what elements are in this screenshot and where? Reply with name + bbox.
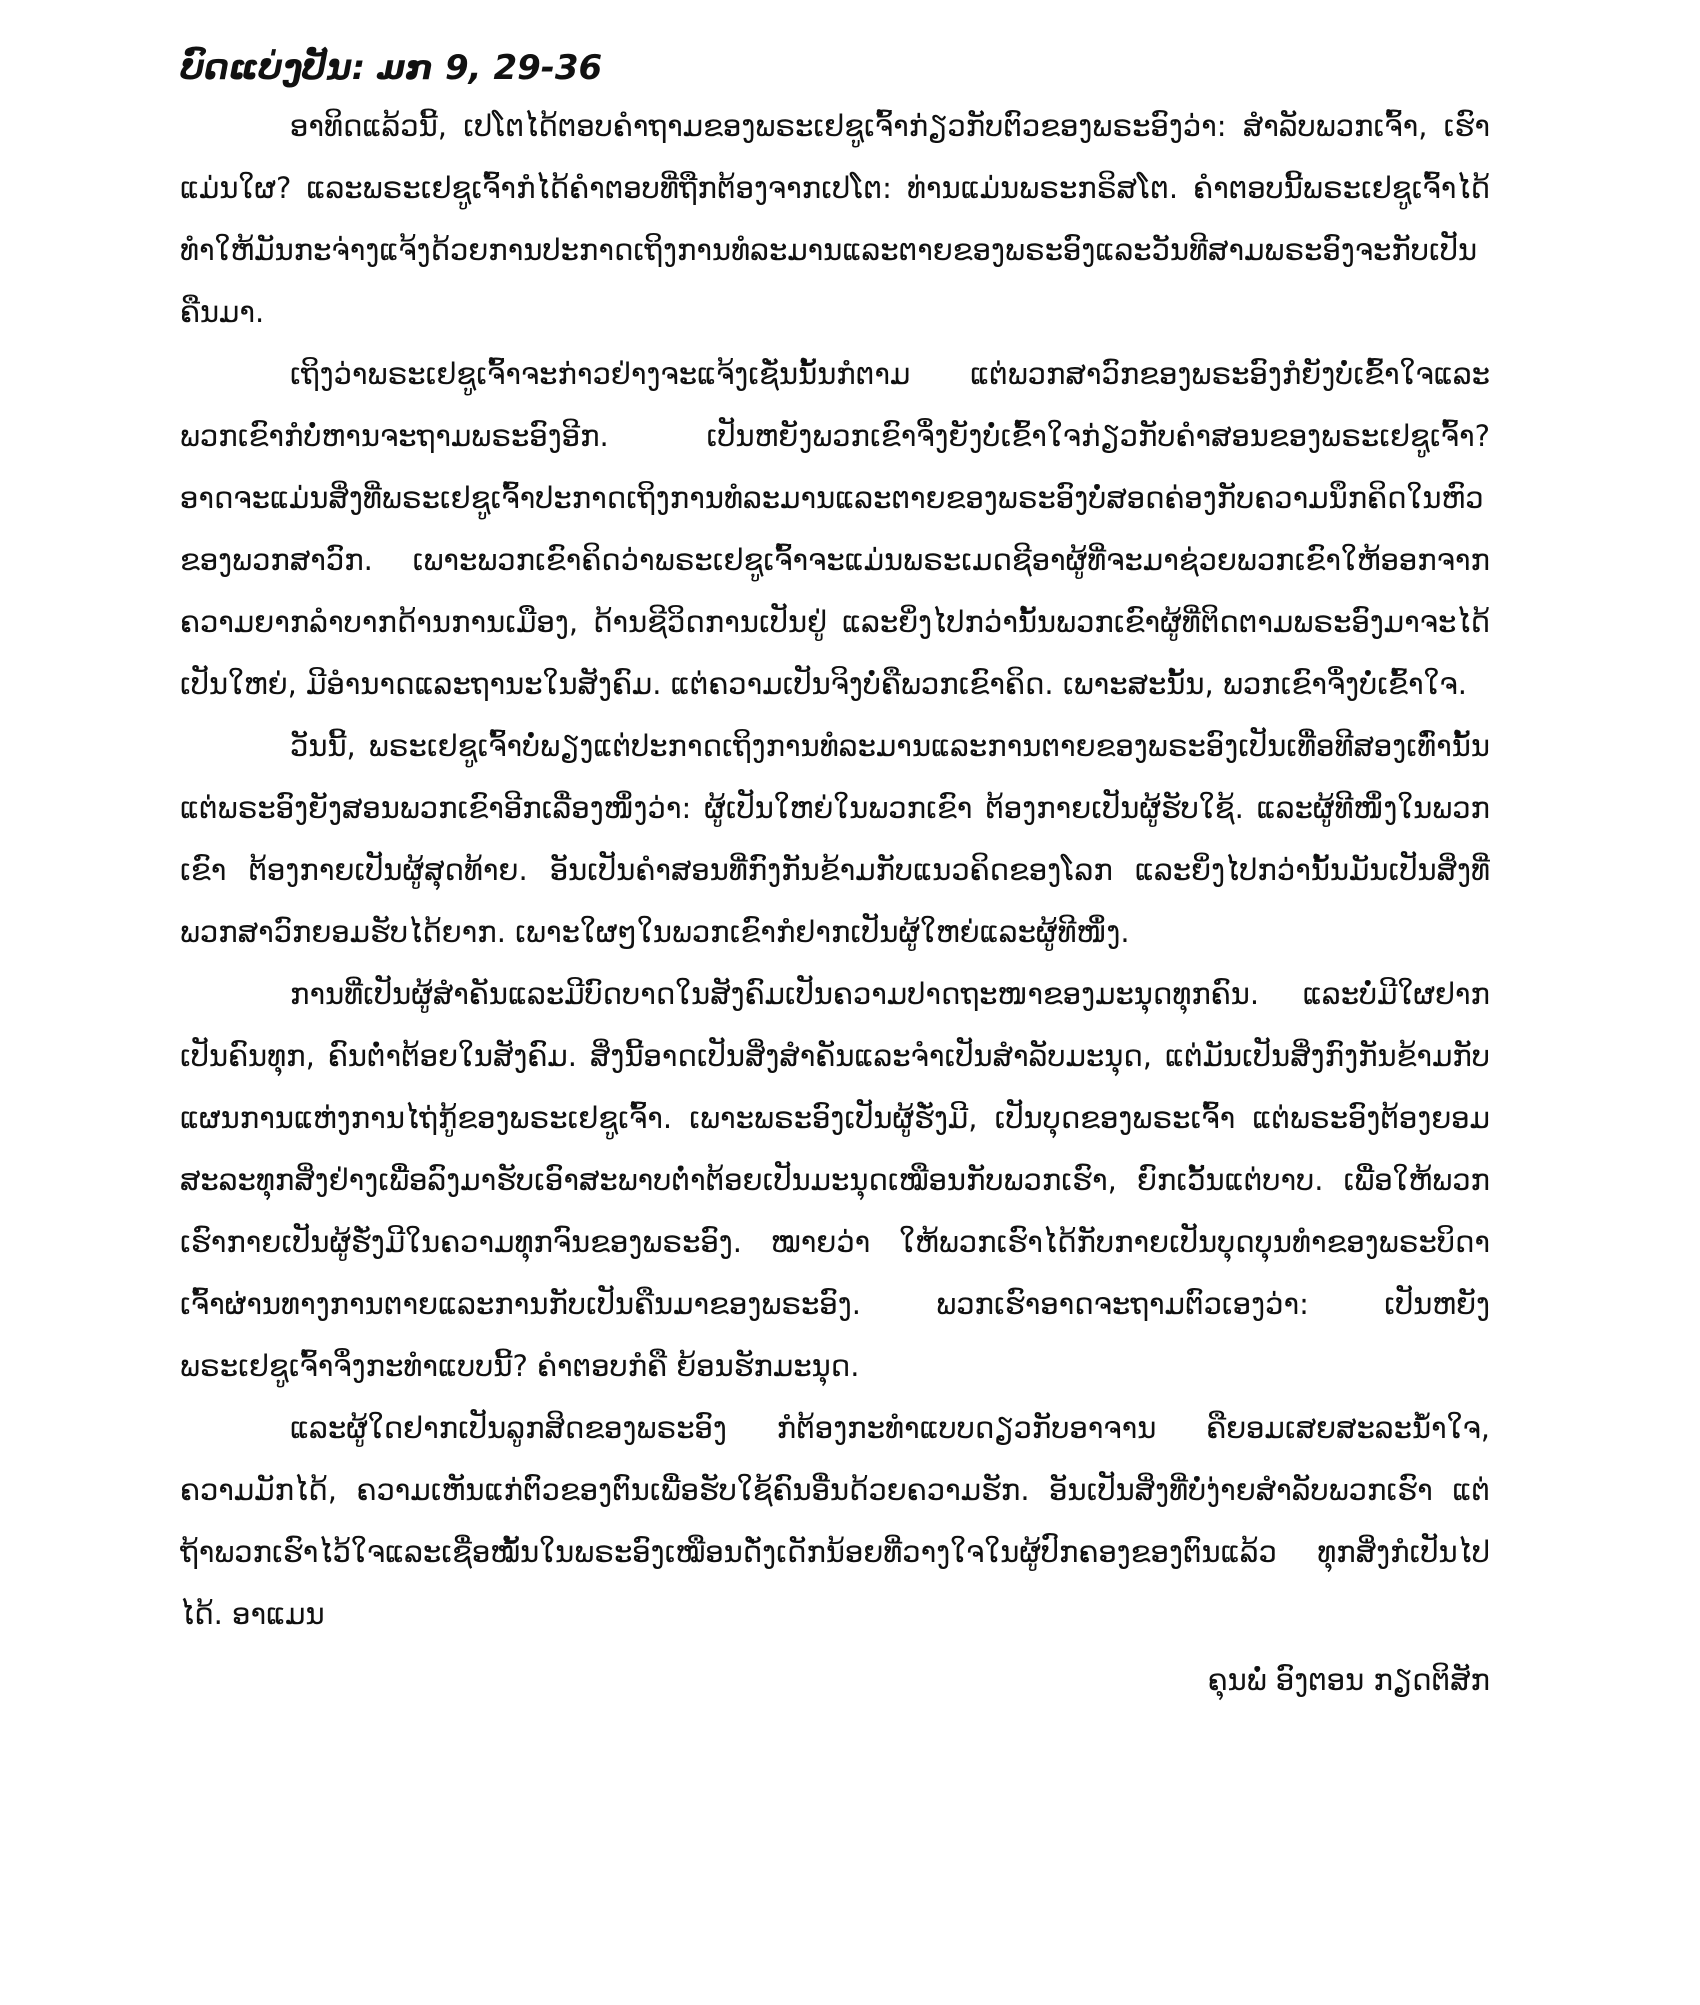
page-title: ບົດແບ່ງປັນ: ມກ 9, 29-36	[180, 48, 603, 88]
document-page	[180, 45, 1490, 1711]
paragraph-4: ການທີ່ເປັນຜູ້ສໍາຄັນແລະມີບົດບາດໃນສັງຄົມເປັນຄວາມປາດຖະໜາຂອງມະນຸດທຸກຄົນ. ແລະບໍ່ມີໃຜຢາກເປັນຄົນທຸກ, ຄົນຕໍ່າຕ້ອຍໃນສັງຄົມ. ສິ່ງນີ້ອາດເປັນສິ່ງສໍາຄັນແລະຈໍາເປັນສໍາລັບມະນຸດ, ແຕ່ມັນເປັນສິ່ງກົງກັນຂ້າມກັບແຜນການແຫ່ງການໄຖ່ກູ້ຂອງພຣະເຢຊູເຈົ້າ. ເພາະພຣະອົງເປັນຜູ້ຮັ່ງມີ, ເປັນບຸດຂອງພຣະເຈົ້າ ແຕ່ພຣະອົງຕ້ອງຍອມສະລະທຸກສິ່ງຢ່າງເພື່ອລົງມາຮັບເອົາສະພາບຕໍ່າຕ້ອຍເປັນມະນຸດເໝືອນກັບພວກເຮົາ, ຍົກເວັ້ນແຕ່ບາບ. ເພື່ອໃຫ້ພວກເຮົາກາຍເປັນຜູ້ຮັ່ງມີໃນຄວາມທຸກຈົນຂອງພຣະອົງ. ໝາຍວ່າ ໃຫ້ພວກເຮົາໄດ້ກັບກາຍເປັນບຸດບຸນທໍາຂອງພຣະບິດາເຈົ້າຜ່ານທາງການຕາຍແລະການກັບເປັນຄືນມາຂອງພຣະອົງ. ພວກເຮົາອາດຈະຖາມຕົວເອງວ່າ: ເປັນຫຍັງພຣະເຢຊູເຈົ້າຈຶ່ງກະທໍາແບບນີ້? ຄໍາຕອບກໍຄື ຍ້ອນຮັກມະນຸດ.	[180, 977, 1490, 1383]
paragraph-5: ແລະຜູ້ໃດຢາກເປັນລູກສິດຂອງພຣະອົງ ກໍຕ້ອງກະທໍາແບບດຽວກັບອາຈານ ຄືຍອມເສຍສະລະນໍ້າໃຈ, ຄວາມມັກໄດ້, ຄວາມເຫັນແກ່ຕົວຂອງຕົນເພື່ອຮັບໃຊ້ຄົນອື່ນດ້ວຍຄວາມຮັກ. ອັນເປັນສິ່ງທີ່ບໍ່ງ່າຍສໍາລັບພວກເຮົາ ແຕ່ຖ້າພວກເຮົາໄວ້ໃຈແລະເຊື່ອໝັ້ນໃນພຣະອົງເໝືອນດັ່ງເດັກນ້ອຍທີ່ວາງໃຈໃນຜູ້ປົກຄອງຂອງຕົນແລ້ວ ທຸກສິ່ງກໍເປັນໄປໄດ້. ອາແມນ	[180, 1411, 1490, 1631]
paragraph-2: ເຖິງວ່າພຣະເຢຊູເຈົ້າຈະກ່າວຢ່າງຈະແຈ້ງເຊັ່ນນັ້ນກໍຕາມ ແຕ່ພວກສາວົກຂອງພຣະອົງກໍຍັງບໍ່ເຂົ້າໃຈແລະພວກເຂົາກໍບໍ່ຫານຈະຖາມພຣະອົງອີກ. ເປັນຫຍັງພວກເຂົາຈຶ່ງຍັງບໍ່ເຂົ້າໃຈກ່ຽວກັບຄໍາສອນຂອງພຣະເຢຊູເຈົ້າ? ອາດຈະແມ່ນສິ່ງທີ່ພຣະເຢຊູເຈົ້າປະກາດເຖິງການທໍລະມານແລະຕາຍຂອງພຣະອົງບໍ່ສອດຄ່ອງກັບຄວາມນຶກຄິດໃນຫົວຂອງພວກສາວົກ. ເພາະພວກເຂົາຄິດວ່າພຣະເຢຊູເຈົ້າຈະແມ່ນພຣະເມດຊີອາຜູ້ທີ່ຈະມາຊ່ວຍພວກເຂົາໃຫ້ອອກຈາກຄວາມຍາກລໍາບາກດ້ານການເມືອງ, ດ້ານຊີວິດການເປັນຢູ່ ແລະຍິ່ງໄປກວ່ານັ້ນພວກເຂົາຜູ້ທີ່ຕິດຕາມພຣະອົງມາຈະໄດ້ເປັນໃຫຍ່, ມີອໍານາດແລະຖານະໃນສັງຄົມ. ແຕ່ຄວາມເປັນຈິງບໍ່ຄືພວກເຂົາຄິດ. ເພາະສະນັ້ນ, ພວກເຂົາຈຶ່ງບໍ່ເຂົ້າໃຈ.	[180, 357, 1490, 701]
author-signature: ຄຸນພໍ່ ອົງຕອນ ກຽດຕິສັກ	[1207, 1663, 1490, 1697]
paragraph-3: ວັນນີ້, ພຣະເຢຊູເຈົ້າບໍ່ພຽງແຕ່ປະກາດເຖິງການທໍລະມານແລະການຕາຍຂອງພຣະອົງເປັນເທື່ອທີສອງເທົ່ານັ້ນ ແຕ່ພຣະອົງຍັງສອນພວກເຂົາອີກເລື່ອງໜຶ່ງວ່າ: ຜູ້ເປັນໃຫຍ່ໃນພວກເຂົາ ຕ້ອງກາຍເປັນຜູ້ຮັບໃຊ້. ແລະຜູ້ທີໜຶ່ງໃນພວກເຂົາ ຕ້ອງກາຍເປັນຜູ້ສຸດທ້າຍ. ອັນເປັນຄໍາສອນທີ່ກົງກັນຂ້າມກັບແນວຄິດຂອງໂລກ ແລະຍິ່ງໄປກວ່ານັ້ນມັນເປັນສິ່ງທີ່ພວກສາວົກຍອມຮັບໄດ້ຍາກ. ເພາະໃຜໆໃນພວກເຂົາກໍຢາກເປັນຜູ້ໃຫຍ່ແລະຜູ້ທີໜຶ່ງ.	[180, 729, 1490, 949]
paragraph-1: ອາທິດແລ້ວນີ້, ເປໂຕໄດ້ຕອບຄໍາຖາມຂອງພຣະເຢຊູເຈົ້າກ່ຽວກັບຕົວຂອງພຣະອົງວ່າ: ສໍາລັບພວກເຈົ້າ, ເຮົາແມ່ນໃຜ? ແລະພຣະເຢຊູເຈົ້າກໍໄດ້ຄໍາຕອບທີ່ຖືກຕ້ອງຈາກເປໂຕ: ທ່ານແມ່ນພຣະກຣິສໂຕ. ຄໍາຕອບນີ້ພຣະເຢຊູເຈົ້າໄດ້ທໍາໃຫ້ມັນກະຈ່າງແຈ້ງດ້ວຍການປະກາດເຖິງການທໍລະມານແລະຕາຍຂອງພຣະອົງແລະວັນທີສາມພຣະອົງຈະກັບເປັນຄືນມາ.	[180, 109, 1490, 329]
